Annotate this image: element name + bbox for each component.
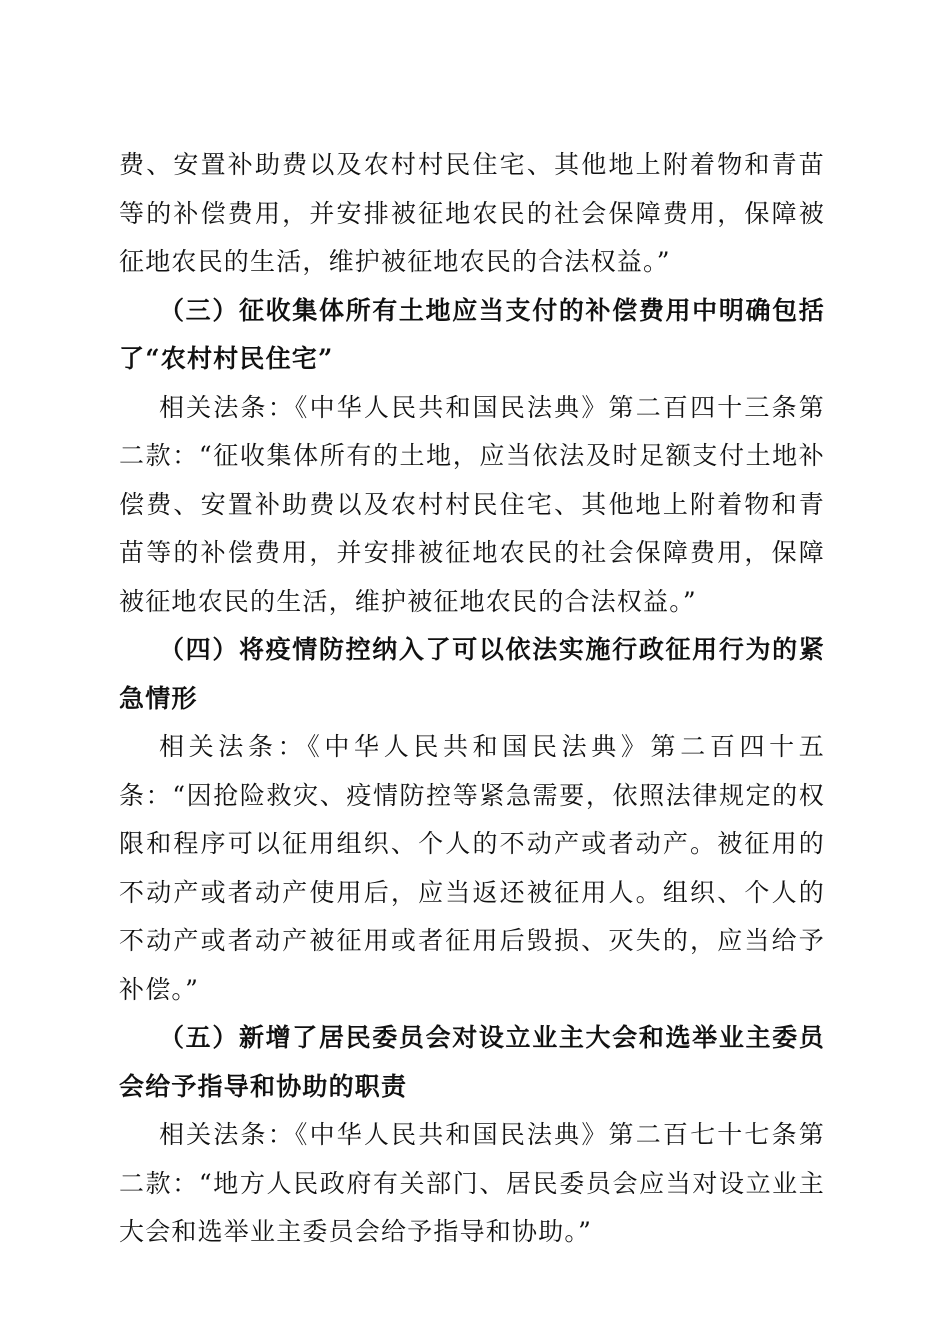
section-heading-4: （四）将疫情防控纳入了可以依法实施行政征用行为的紧急情形 [119,635,825,713]
document-page [119,141,825,1257]
law-citation-paragraph-3: 相关法条：《中华人民共和国民法典》第二百四十三条第二款：“征收集体所有的土地，应当依法及时足额支付土地补偿费、安置补助费以及农村村民住宅、其他地上附着物和青苗等的补偿费用，并安排被征地农民的社会保障费用，保障被征地农民的生活，维护被征地农民的合法权益。” [119,392,825,616]
continuation-paragraph: 费、安置补助费以及农村村民住宅、其他地上附着物和青苗等的补偿费用，并安排被征地农民的社会保障费用，保障被征地农民的生活，维护被征地农民的合法权益。” [119,150,825,276]
section-heading-3: （三）征收集体所有土地应当支付的补偿费用中明确包括了“农村村民住宅” [119,295,825,373]
law-citation-paragraph-5: 相关法条：《中华人民共和国民法典》第二百七十七条第二款：“地方人民政府有关部门、居民委员会应当对设立业主大会和选举业主委员会给予指导和协助。” [119,1120,825,1246]
section-heading-5: （五）新增了居民委员会对设立业主大会和选举业主委员会给予指导和协助的职责 [119,1023,825,1101]
law-citation-paragraph-4: 相关法条：《中华人民共和国民法典》第二百四十五条：“因抢险救灾、疫情防控等紧急需要，依照法律规定的权限和程序可以征用组织、个人的不动产或者动产。被征用的不动产或者动产使用后，应当返还被征用人。组织、个人的不动产或者动产被征用或者征用后毁损、灭失的，应当给予补偿。” [119,732,825,1004]
